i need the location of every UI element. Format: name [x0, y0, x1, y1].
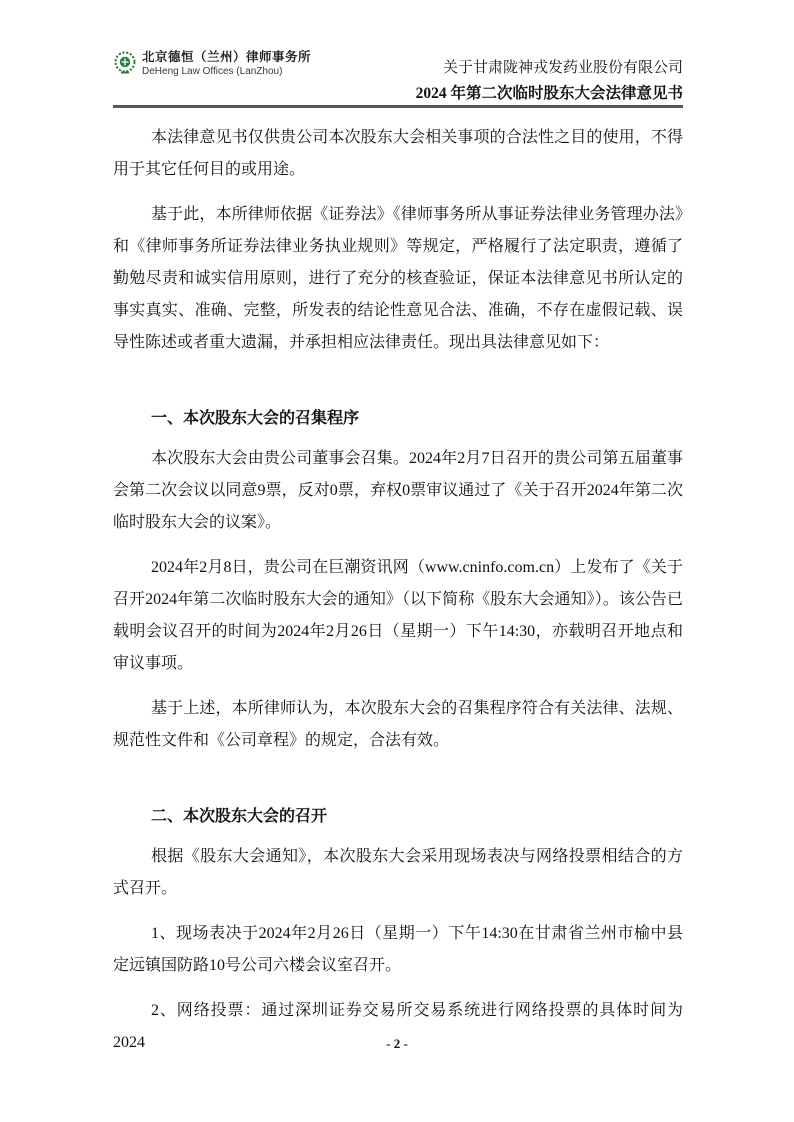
document-title-line1: 关于甘肃陇神戎发药业股份有限公司 [442, 60, 683, 76]
paragraph-notice-publication: 2024年2月8日，贵公司在巨潮资讯网（www.cninfo.com.cn）上发布了《关于召开2024年第二次临时股东大会的通知》（以下简称《股东大会通知》）。该公告已载明会议召开的时间为2024年2月26日（星期一）下午14:30，亦载明召开地点和审议事项。 [113, 559, 683, 672]
firm-name-en: DeHeng Law Offices (LanZhou) [142, 66, 283, 77]
paragraph-convening-conclusion: 基于上述，本所律师认为，本次股东大会的召集程序符合有关法律、法规、规范性文件和《公司章程》的规定，合法有效。 [113, 700, 683, 749]
deheng-logo-icon [113, 51, 137, 75]
page-number: - 2 - [386, 1036, 408, 1051]
paragraph-legal-basis: 基于此，本所律师依据《证券法》《律师事务所从事证券法律业务管理办法》和《律师事务所证券法律业务执业规则》等规定，严格履行了法定职责，遵循了勤勉尽责和诚实信用原则，进行了充分的核查验证，保证本法律意见书所认定的事实真实、准确、完整，所发表的结论性意见合法、准确，不存在虚假记载、误导性陈述或者重大遗漏，并承担相应法律责任。现出具法律意见如下： [113, 206, 683, 351]
firm-name-zh: 北京德恒（兰州）律师事务所 [142, 50, 312, 64]
firm-names [142, 50, 311, 78]
header-divider [113, 105, 683, 108]
paragraph-onsite-voting: 1、现场表决于2024年2月26日（星期一）下午14:30在甘肃省兰州市榆中县定远镇国防路10号公司六楼会议室召开。 [113, 925, 683, 974]
document-body [113, 122, 683, 1072]
document-title [416, 56, 683, 106]
paragraph-meeting-method: 根据《股东大会通知》，本次股东大会采用现场表决与网络投票相结合的方式召开。 [113, 848, 683, 897]
paragraph-board-convening: 本次股东大会由贵公司董事会召集。2024年2月7日召开的贵公司第五届董事会第二次会议以同意9票，反对0票，弃权0票审议通过了《关于召开2024年第二次临时股东大会的议案》。 [113, 450, 683, 531]
section-heading-2: 二、本次股东大会的召开 [151, 808, 328, 825]
paragraph-usage-restriction: 本法律意见书仅供贵公司本次股东大会相关事项的合法性之目的使用，不得用于其它任何目的或用途。 [113, 129, 683, 178]
paragraph-online-voting: 2、网络投票：通过深圳证券交易所交易系统进行网络投票的具体时间为2024 [113, 1002, 683, 1051]
page-header [113, 50, 683, 106]
document-title-line2: 2024 年第二次临时股东大会法律意见书 [415, 85, 683, 102]
section-heading-1: 一、本次股东大会的召集程序 [151, 410, 360, 427]
law-firm-identity [113, 50, 311, 78]
